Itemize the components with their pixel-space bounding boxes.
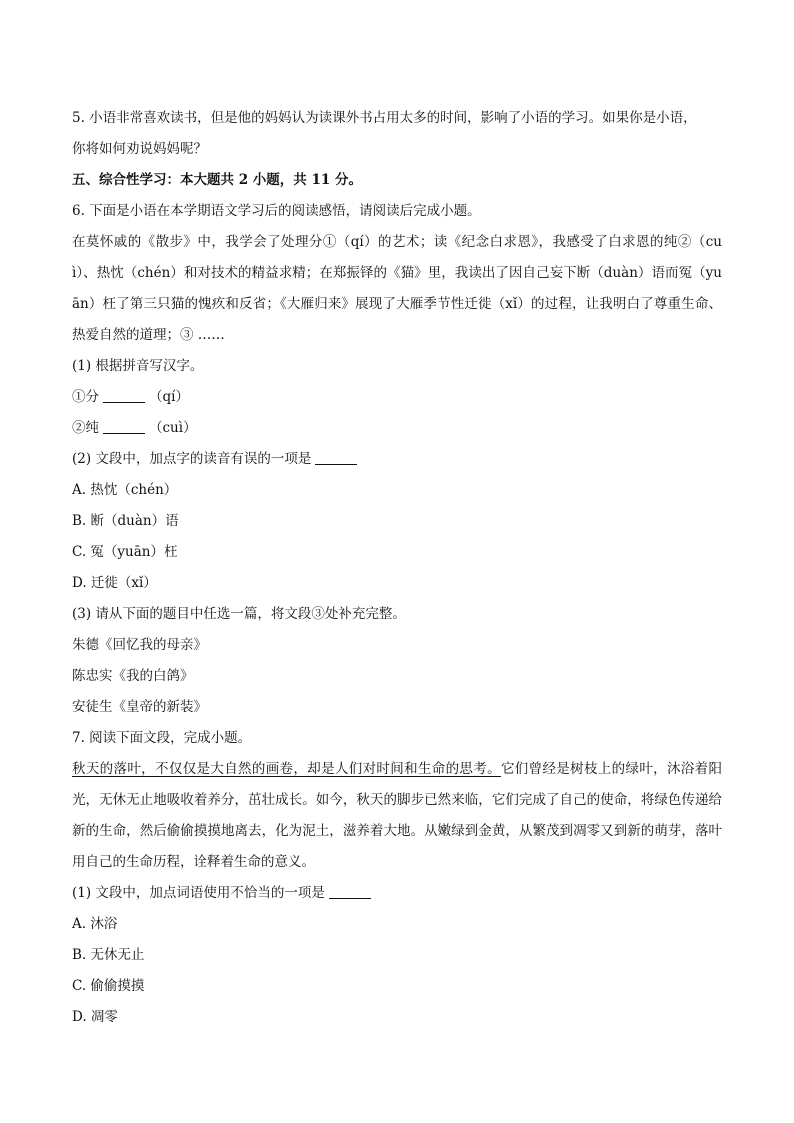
q6-sub1-item-1-post: （qí）	[149, 389, 189, 405]
q6-sub3-choice-3: 安徒生《皇帝的新装》	[72, 699, 207, 715]
section-heading: 五、综合性学习：本大题共 2 小题，共 11 分。	[72, 172, 362, 188]
q7-passage-rest: 它们曾经是树枝上的绿叶，沐浴着阳光，无休无止地吸收着养分，茁壮成长。如今，秋天的脚步已然来临，它们完成了自己的使命，将绿色传递给新的生命，然后偷偷摸摸地离去，化为泥土，滋养着大地。从嫩绿到金黄，从繁茂到凋零又到新的萌芽，落叶用自己的生命历程，诠释着生命的意义。	[72, 761, 723, 870]
q5-line-1: 5. 小语非常喜欢读书，但是他的妈妈认为读课外书占用太多的时间，影响了小语的学习。如果你是小语，	[72, 110, 697, 126]
q6-sub1-item-2-pre: ②纯	[72, 420, 99, 436]
q6-sub3-prompt: (3) 请从下面的题目中任选一篇，将文段③处补充完整。	[72, 606, 406, 622]
q6-sub1-item-2	[72, 413, 722, 444]
q7-intro: 7. 阅读下面文段，完成小题。	[72, 730, 252, 746]
q6-intro: 6. 下面是小语在本学期语文学习后的阅读感悟，请阅读后完成小题。	[72, 203, 481, 219]
q7-passage	[72, 754, 722, 878]
q6-sub2-option-b: B. 断（duàn）语	[72, 513, 179, 529]
answer-blank[interactable]	[103, 419, 145, 434]
q7-sub1-prompt-line	[72, 878, 722, 909]
q6-sub2-option-a: A. 热忱（chén）	[72, 482, 178, 498]
q7-passage-underlined: 秋天的落叶，不仅仅是大自然的画卷，却是人们对时间和生命的思考。	[72, 761, 501, 777]
document-content	[72, 103, 722, 1033]
q6-sub1-item-2-post: （cuì）	[149, 420, 197, 436]
q6-sub2-prompt-line	[72, 444, 722, 475]
q6-sub1-item-1-pre: ①分	[72, 389, 99, 405]
q6-sub3-choice-2: 陈忠实《我的白鸽》	[72, 668, 194, 684]
q6-sub3-choice-1: 朱德《回忆我的母亲》	[72, 637, 207, 653]
q6-sub2-option-d: D. 迁徙（xǐ）	[72, 575, 157, 591]
q6-sub2-prompt: (2) 文段中，加点字的读音有误的一项是	[72, 451, 312, 467]
answer-blank[interactable]	[329, 884, 371, 899]
q7-sub1-option-b: B. 无休无止	[72, 947, 145, 963]
q5-line-2: 你将如何劝说妈妈呢？	[72, 141, 207, 157]
answer-blank[interactable]	[103, 388, 145, 403]
q7-sub1-option-d: D. 凋零	[72, 1009, 118, 1025]
q7-sub1-option-c: C. 偷偷摸摸	[72, 978, 145, 994]
q6-sub1-item-1	[72, 382, 722, 413]
answer-blank[interactable]	[315, 450, 357, 465]
q7-sub1-prompt: (1) 文段中，加点词语使用不恰当的一项是	[72, 885, 325, 901]
q6-passage: 在莫怀戚的《散步》中，我学会了处理分①（qí）的艺术；读《纪念白求恩》，我感受了白求恩的纯②（cuì）、热忱（chén）和对技术的精益求精；在郑振铎的《猫》里，我读出了因自己妄下断（duàn）语而冤（yuān）枉了第三只猫的愧疚和反省；《大雁归来》展现了大雁季节性迁徙（xǐ）的过程，让我明白了尊重生命、热爱自然的道理；③ ……	[72, 234, 722, 343]
q6-sub2-option-c: C. 冤（yuān）枉	[72, 544, 178, 560]
q7-sub1-option-a: A. 沐浴	[72, 916, 118, 932]
q6-sub1-prompt: (1) 根据拼音写汉字。	[72, 358, 204, 374]
